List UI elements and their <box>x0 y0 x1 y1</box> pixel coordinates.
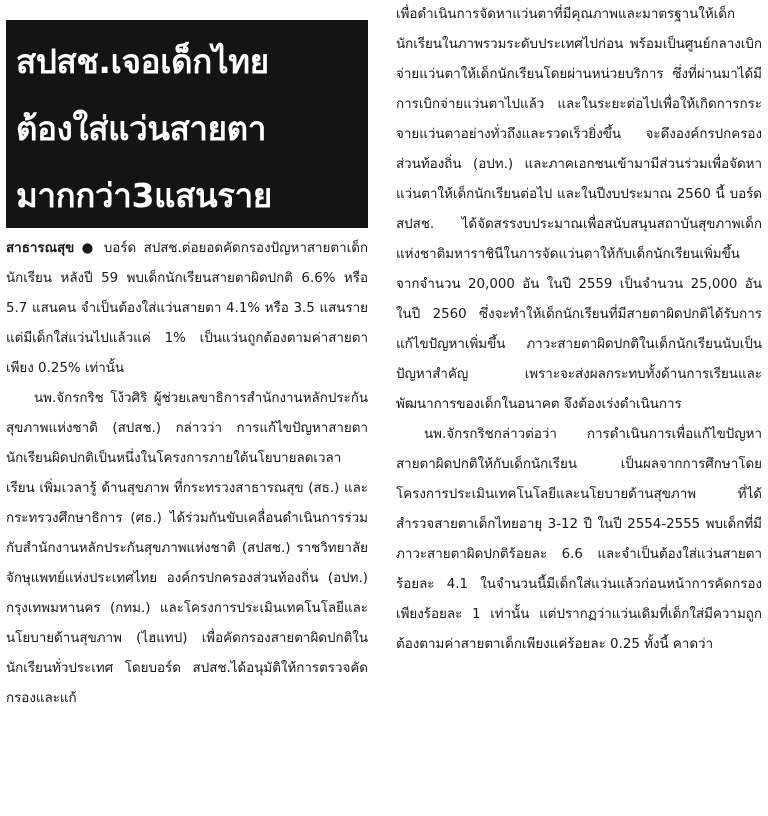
headline-line-3: มากกว่า3แสนราย <box>16 176 272 215</box>
headline-box <box>6 20 368 228</box>
left-column <box>6 0 368 714</box>
headline-line-2: ต้องใส่แว่นสายตา <box>16 109 267 148</box>
body-paragraph-1: นพ.จักรกริช โง้วศิริ ผู้ช่วยเลขาธิการสำนักงานหลักประกันสุขภาพแห่งชาติ (สปสช.) กล่าวว่า การแก้ไขปัญหาสายตานักเรียนผิดปกติเป็นหนึ่งในโครงการภายใต้นโยบายลดเวลาเรียน เพิ่มเวลารู้ ด้านสุขภาพ ที่กระทรวงสาธารณสุข (สธ.) และกระทรวงศึกษาธิการ (ศธ.) ได้ร่วมกันขับเคลื่อนดำเนินการร่วมกับสำนักงานหลักประกันสุขภาพแห่งชาติ (สปสช.) ราชวิทยาลัยจักษุแพทย์แห่งประเทศไทย องค์กรปกครองส่วนท้องถิ่น (อปท.) กรุงเทพมหานคร (กทม.) และโครงการประเมินเทคโนโลยีและนโยบายด้านสุขภาพ (ไฮแทป) เพื่อคัดกรองสายตาผิดปกติในนักเรียนทั่วประเทศ โดยบอร์ด สปสช.ได้อนุมัติให้การตรวจคัดกรองและแก้ <box>6 391 368 706</box>
right-column <box>396 0 762 660</box>
bullet-icon: ● <box>81 241 97 256</box>
body-paragraph-3: นพ.จักรกริชกล่าวต่อว่า การดำเนินการเพื่อแก้ไขปัญหาสายตาผิดปกติให้กับเด็กนักเรียน เป็นผลจากการศึกษาโดยโครงการประเมินเทคโนโลยีและนโยบายด้านสุขภาพ ที่ได้สำรวจสายตาเด็กไทยอายุ 3-12 ปี ในปี 2554-2555 พบเด็กที่มีภาวะสายตาผิดปกติร้อยละ 6.6 และจำเป็นต้องใส่แว่นสายตาร้อยละ 4.1 ในจำนวนนี้มีเด็กใส่แว่นแล้วก่อนหน้าการคัดกรองเพียงร้อยละ 1 เท่านั้น แต่ปรากฏว่าแว่นเดิมที่เด็กใส่มีความถูกต้องตามค่าสายตาเด็กเพียงแค่ร้อยละ 0.25 ทั้งนี้ คาดว่า <box>396 427 762 652</box>
section-kicker: สาธารณสุข <box>6 241 75 256</box>
body-paragraph-2: เพื่อดำเนินการจัดหาแว่นตาที่มีคุณภาพและมาตรฐานให้เด็กนักเรียนในภาพรวมระดับประเทศไปก่อน พร้อมเป็นศูนย์กลางเบิกจ่ายแว่นตาให้เด็กนักเรียนโดยผ่านหน่วยบริการ ซึ่งที่ผ่านมาได้มีการเบิกจ่ายแว่นตาไปแล้ว และในระยะต่อไปเพื่อให้เกิดการกระจายแว่นตาอย่างทั่วถึงและรวดเร็วยิ่งขึ้น จะดึงองค์กรปกครองส่วนท้องถิ่น (อปท.) และภาคเอกชนเข้ามามีส่วนร่วมเพื่อจัดหาแว่นตาให้เด็กนักเรียนต่อไป และในปีงบประมาณ 2560 นี้ บอร์ด สปสช. ได้จัดสรรงบประมาณเพื่อสนับสนุนสถาบันสุขภาพเด็กแห่งชาติมหาราชินีในการจัดแว่นตาให้กับเด็กนักเรียนเพิ่มขึ้น จากจำนวน 20,000 อัน ในปี 2559 เป็นจำนวน 25,000 อัน ในปี 2560 ซึ่งจะทำให้เด็กนักเรียนที่มีสายตาผิดปกติได้รับการแก้ไขปัญหาเพิ่มขึ้น ภาวะสายตาผิดปกติในเด็กนักเรียนนับเป็นปัญหาสำคัญ เพราะจะส่งผลกระทบทั้งด้านการเรียนและพัฒนาการของเด็กในอนาคต จึงต้องเร่งดำเนินการ <box>396 7 762 412</box>
lead-paragraph <box>6 234 368 384</box>
headline-line-1: สปสช.เจอเด็กไทย <box>16 42 269 81</box>
lead-text: บอร์ด สปสช.ต่อยอดคัดกรองปัญหาสายตาเด็กนักเรียน หลังปี 59 พบเด็กนักเรียนสายตาผิดปกติ 6.6% หรือ 5.7 แสนคน จำเป็นต้องใส่แว่นสายตา 4.1% หรือ 3.5 แสนราย แต่มีเด็กใส่แว่นไปแล้วแค่ 1% เป็นแว่นถูกต้องตามค่าสายตาเพียง 0.25% เท่านั้น <box>6 241 369 376</box>
